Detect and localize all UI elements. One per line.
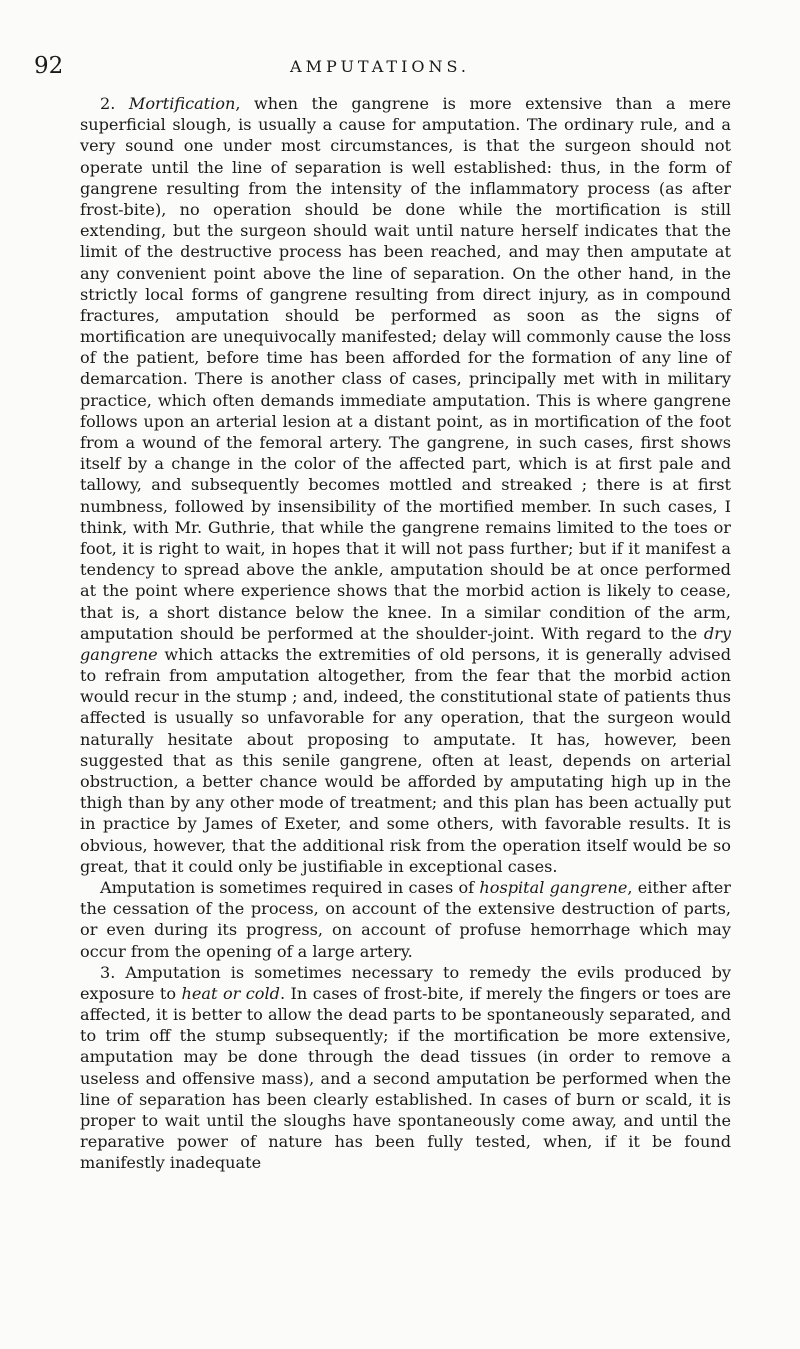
paragraph-text: which attacks the extremities of old persons, it is generally advised to refrain from amputation altogether, from the fear that the morbid action would recur in the stump ; and, indeed, the constitutional state of patients thus affected is usually so unfavorable for any operation, that the surgeon would naturally hesitate about proposing to amputate. It has, however, been suggested that as this senile gangrene, often at least, depends on arterial obstruction, a better chance would be afforded by amputating high up in the thigh than by any other mode of treatment; and this plan has been actually put in practice by James of Exeter, and some others, with favorable results. It is obvious, however, that the additional risk from the operation itself would be so great, that it could only be justifiable in exceptional cases. [80, 644, 731, 876]
page-header [34, 52, 766, 80]
body-text [80, 93, 731, 1174]
page-number: 92 [34, 53, 64, 79]
italic-term: dry gangrene [80, 623, 731, 664]
italic-term: hospital gangrene [479, 877, 628, 897]
running-head: AMPUTATIONS. [290, 57, 470, 76]
paragraph-lead: 2. [100, 94, 129, 113]
paragraph-lead: Amputation is sometimes required in cases of [100, 877, 480, 897]
italic-term: Mortification [128, 94, 236, 113]
paragraph-text: , either after the cessation of the process, on account of the extensive destruction of parts, or even during its progress, on account of profuse hemorrhage which may occur from the opening of a large artery. [80, 877, 731, 961]
paragraph-text: . In cases of frost-bite, if merely the fingers or toes are affected, it is better to allow the dead parts to be spontaneously separated, and to trim off the stump subsequently; if the mortification be more extensive, amputation may be done through the dead tissues (in order to remove a useless and offensive mass), and a second amputation be performed when the line of separation has been clearly established. In cases of burn or scald, it is proper to wait until the sloughs have spontaneously come away, and until the reparative power of nature has been fully tested, when, if it be found manifestly inadequate [80, 983, 731, 1173]
italic-term: heat or cold [181, 983, 280, 1003]
paragraph-text: , when the gangrene is more extensive than a mere superficial slough, is usually a cause for amputation. The ordinary rule, and a very sound one under most circumstances, is that the surgeon should not operate until the line of separation is well established: thus, in the form of gangrene resulting from the intensity of the inflammatory process (as after frost-bite), no operation should be done while the mortification is still extending, but the surgeon should wait until nature herself indicates that the limit of the destructive process has been reached, and may then amputate at any convenient point above the line of separation. On the other hand, in the strictly local forms of gangrene resulting from direct injury, as in compound fractures, amputation should be performed as soon as the signs of mortification are unequivocally manifested; delay will commonly cause the loss of the patient, before time has been afforded for the formation of any line of demarcation. There is another class of cases, principally met with in military practice, which often demands immediate amputation. This is where gangrene follows upon an arterial lesion at a distant point, as in mortification of the foot from a wound of the femoral artery. The gangrene, in such cases, first shows itself by a change in the color of the affected part, which is at first pale and tallowy, and subsequently becomes mottled and streaked ; there is at first numbness, followed by insensibility of the mortified member. In such cases, I think, with Mr. Guthrie, that while the gangrene remains limited to the toes or foot, it is right to wait, in hopes that it will not pass further; but if it manifest a tendency to spread above the ankle, amputation should be at once performed at the point where experience shows that the morbid action is likely to cease, that is, a short distance below the knee. In a similar condition of the arm, amputation should be performed at the shoulder-joint. With regard to the [80, 94, 731, 643]
paragraph-lead: 3. Amputation is sometimes necessary to remedy the evils produced by exposure to [80, 962, 731, 1003]
paragraph-mortification [80, 93, 731, 877]
paragraph-hospital-gangrene [80, 877, 731, 962]
paragraph-heat-or-cold [80, 962, 731, 1174]
